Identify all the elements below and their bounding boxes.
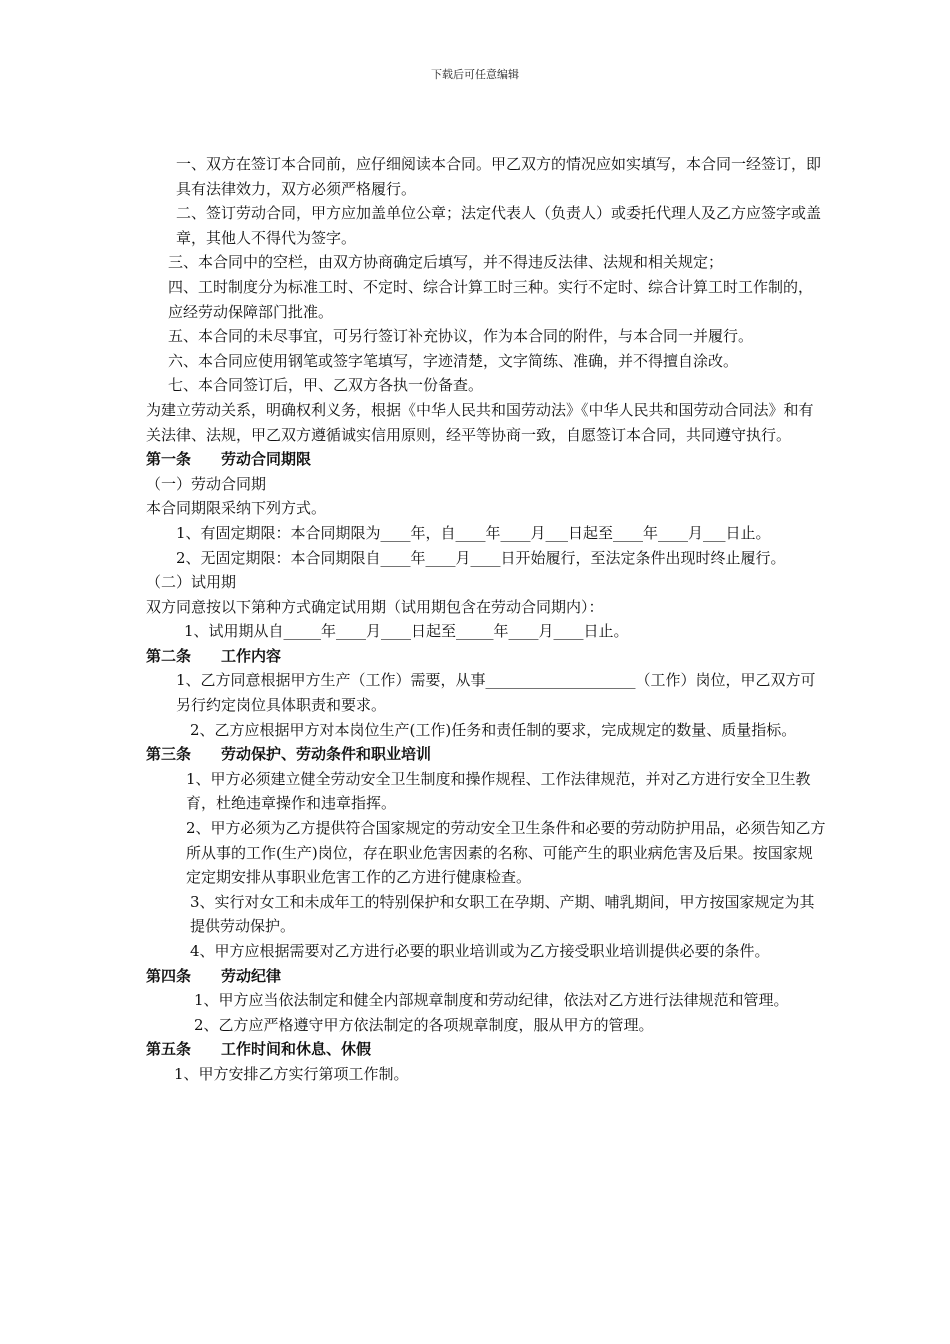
article-4-title: 劳动纪律 — [221, 966, 282, 985]
article-1-item-2: 2、无固定期限：本合同期限自____年____月____日开始履行，至法定条件出现时终止履行。 — [176, 548, 786, 567]
article-4-item-1: 1、甲方应当依法制定和健全内部规章制度和劳动纪律，依法对乙方进行法律规范和管理。 — [194, 991, 789, 1010]
article-3-item-3: 3、实行对女工和未成年工的特别保护和女职工在孕期、产期、哺乳期间，甲方按国家规定为其提供劳动保护。 — [190, 892, 815, 936]
article-1-item-1: 1、有固定期限：本合同期限为____年，自____年____月___日起至____年____月___日止。 — [176, 523, 771, 542]
article-1-heading — [146, 447, 826, 472]
article-5-number: 第五条 — [146, 1040, 192, 1059]
article-1-sub-1: （一）劳动合同期 — [146, 474, 267, 493]
preamble: 为建立劳动关系，明确权利义务，根据《中华人民共和国劳动法》《中华人民共和国劳动合同法》和有关法律、法规，甲乙双方遵循诚实信用原则，经平等协商一致，自愿签订本合同，共同遵守执行。 — [146, 400, 814, 444]
article-1-item-3: 1、试用期从自_____年____月____日起至_____年____月____日止。 — [184, 622, 629, 641]
article-1-number: 第一条 — [146, 450, 192, 469]
article-4-heading — [146, 964, 826, 989]
article-4-number: 第四条 — [146, 966, 192, 985]
note-3: 三、本合同中的空栏，由双方协商确定后填写，并不得违反法律、法规和相关规定； — [168, 253, 724, 272]
article-3-heading — [146, 742, 826, 767]
article-3-title: 劳动保护、劳动条件和职业培训 — [221, 745, 432, 764]
article-3-number: 第三条 — [146, 745, 192, 764]
note-4: 四、工时制度分为标准工时、不定时、综合计算工时三种。实行不定时、综合计算工时工作制的，应经劳动保障部门批准。 — [168, 277, 814, 321]
article-5-item-1: 1、甲方安排乙方实行第项工作制。 — [174, 1064, 409, 1083]
article-5-heading — [146, 1037, 826, 1062]
article-2-heading — [146, 644, 826, 669]
article-1-intro: 本合同期限采纳下列方式。 — [146, 499, 327, 518]
note-2: 二、签订劳动合同，甲方应加盖单位公章；法定代表人（负责人）或委托代理人及乙方应签字或盖章，其他人不得代为签字。 — [176, 204, 822, 247]
article-1-title: 劳动合同期限 — [221, 450, 312, 469]
note-6: 六、本合同应使用钢笔或签字笔填写，字迹清楚，文字简练、准确，并不得擅自涂改。 — [168, 351, 739, 370]
article-2-item-1: 1、乙方同意根据甲方生产（工作）需要，从事____________________（工作）岗位，甲乙双方可另行约定岗位具体职责和要求。 — [176, 671, 816, 715]
contract-body — [146, 152, 826, 1087]
article-2-item-2: 2、乙方应根据甲方对本岗位生产(工作)任务和责任制的要求，完成规定的数量、质量指标。 — [190, 720, 797, 739]
article-4-item-2: 2、乙方应严格遵守甲方依法制定的各项规章制度，服从甲方的管理。 — [194, 1015, 654, 1034]
page-header-note: 下载后可任意编辑 — [431, 68, 519, 81]
article-1-sub-2: （二）试用期 — [146, 573, 237, 592]
article-3-item-1: 1、甲方必须建立健全劳动安全卫生制度和操作规程、工作法律规范，并对乙方进行安全卫生教育，杜绝违章操作和违章指挥。 — [186, 769, 811, 813]
article-3-item-4: 4、甲方应根据需要对乙方进行必要的职业培训或为乙方接受职业培训提供必要的条件。 — [190, 942, 770, 960]
note-7: 七、本合同签订后，甲、乙双方各执一份备查。 — [168, 376, 484, 395]
article-3-item-2: 2、甲方必须为乙方提供符合国家规定的劳动安全卫生条件和必要的劳动防护用品，必须告知乙方所从事的工作(生产)岗位，存在职业危害因素的名称、可能产生的职业病危害及后果。按国家规定定期安排从事职业危害工作的乙方进行健康检查。 — [186, 819, 826, 887]
article-2-title: 工作内容 — [221, 646, 282, 665]
note-1: 一、双方在签订本合同前，应仔细阅读本合同。甲乙双方的情况应如实填写，本合同一经签订，即具有法律效力，双方必须严格履行。 — [176, 155, 822, 198]
article-1-intro-2: 双方同意按以下第种方式确定试用期（试用期包含在劳动合同期内）： — [146, 597, 604, 616]
article-5-title: 工作时间和休息、休假 — [221, 1040, 372, 1059]
article-2-number: 第二条 — [146, 646, 192, 665]
note-5: 五、本合同的未尽事宜，可另行签订补充协议，作为本合同的附件，与本合同一并履行。 — [168, 327, 754, 346]
